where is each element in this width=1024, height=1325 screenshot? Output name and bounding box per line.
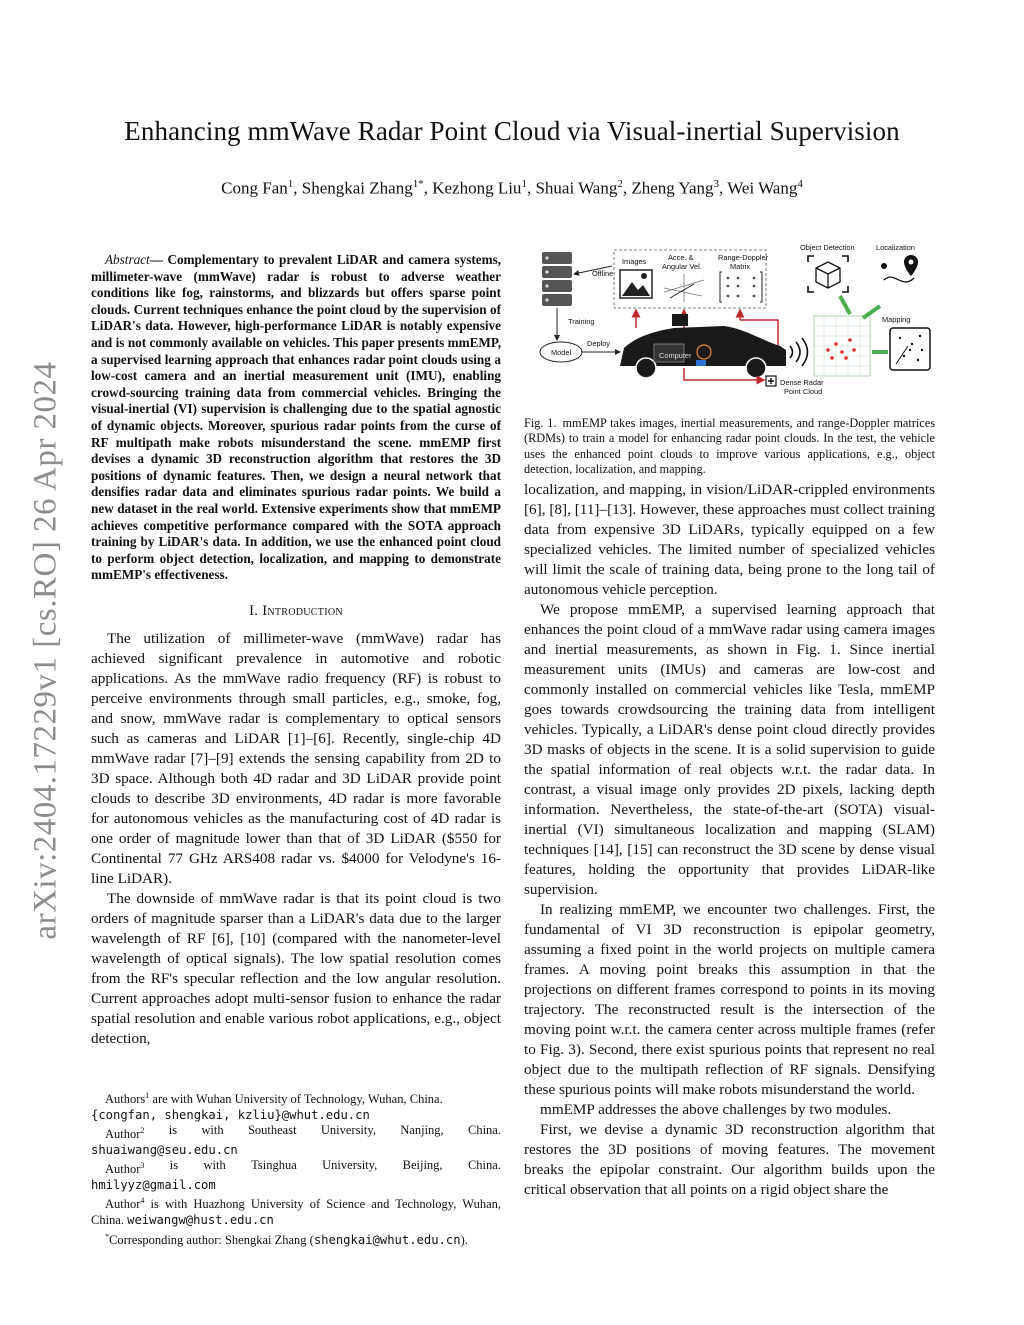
offline-label: Offline — [592, 269, 614, 278]
author-name: Zheng Yang — [631, 178, 714, 198]
object-detection-label: Object Detection — [800, 243, 855, 252]
object-detection-icon — [808, 256, 848, 292]
footnote-email-1: {congfan, shengkai, kzliu}@whut.edu.cn — [91, 1107, 370, 1122]
paper-title: Enhancing mmWave Radar Point Cloud via Visual-inertial Supervision — [124, 116, 900, 146]
author-affiliation-mark: 4 — [797, 178, 803, 190]
footnote-affiliation-4: Author$^4$ is with Huazhong University of Science and Technology, Wuhan, China. weiwangw@hust.edu.cn — [91, 1196, 501, 1228]
localization-label: Localization — [876, 243, 916, 252]
vehicle-icon — [620, 314, 786, 378]
paragraph: mmEMP addresses the above challenges by two modules. — [540, 1101, 892, 1118]
location-pin-icon — [881, 255, 918, 282]
green-arrow-localization — [863, 306, 880, 318]
figure-caption-text: mmEMP takes images, inertial measurements, and range-Doppler matrices (RDMs) to train a model for enhancing radar point clouds. In the test, the vehicle uses the enhanced point clouds to improve various applications, e.g., object detection, localization, and mapping. — [524, 416, 935, 477]
footnote-corresponding: *Corresponding author: Shengkai Zhang (shengkai@whut.edu.cn). — [105, 1231, 468, 1247]
figure-1-caption — [524, 416, 935, 478]
author-name: Wei Wang — [727, 178, 798, 198]
author-affiliation-mark: 1 — [287, 178, 294, 190]
right-column — [524, 480, 935, 1200]
footnote-affiliation-1: Authors$^1$ are with Wuhan University of Technology, Wuhan, China. — [105, 1091, 443, 1107]
author-name: Cong Fan — [221, 178, 288, 198]
paragraph: First, we devise a dynamic 3D reconstruction algorithm that restores the 3D positions of moving features. The movement breaks the epipolar constraint. Our algorithm builds upon the critical observation that all points on a rigid object share the — [524, 1121, 935, 1198]
mapping-label: Mapping — [882, 315, 911, 324]
author-footnotes — [91, 1088, 501, 1248]
footnote-affiliation-2: Author$^2$ is with Southeast University, Nanjing, China. — [105, 1123, 501, 1142]
figure-label: Fig. 1. — [524, 416, 557, 430]
image-icon — [620, 270, 652, 298]
images-label: Images — [622, 257, 647, 266]
author-affiliation-mark: 2 — [617, 178, 623, 190]
author-name: Kezhong Liu — [432, 178, 522, 198]
author-affiliation-mark: 1 — [521, 178, 527, 190]
footnote-email-3: hmilyyz@gmail.com — [91, 1177, 216, 1192]
training-label: Training — [568, 317, 595, 326]
matrix-label: Matrix — [730, 262, 751, 271]
author-name: Shuai Wang — [535, 178, 618, 198]
acce-label: Acce. & — [668, 253, 694, 262]
server-icon — [542, 252, 572, 306]
radar-waves-icon — [790, 338, 808, 366]
green-arrow-detection — [840, 296, 850, 314]
paragraph: The utilization of millimeter-wave (mmWave) radar has achieved significant prevalence in automotive and robotic applications. As the mmWave radio frequency (RF) is robust to perceive environments through small particles, e.g., smoke, fog, and snow, mmWave radar is complementary to optical sensors such as cameras and LiDAR [1]–[6]. Recently, single-chip 4D mmWave radar [7]–[9] extends the sensing capability from 2D to 3D space. Although both 4D radar and 3D LiDAR provide point clouds to describe 3D environments, 4D radar is more favorable for autonomous vehicles as the manufacturing cost of 4D radar is one order of magnitude lower than that of 3D LiDAR ($550 for Continental 77 GHz ARS408 radar vs. $4000 for Velodyne's 16-line LiDAR). — [91, 629, 501, 887]
author-affiliation-mark: 1* — [412, 178, 424, 190]
point-cloud-label: Point Cloud — [784, 387, 823, 396]
map-icon — [890, 328, 930, 370]
abstract-label: Abstract — [105, 252, 150, 267]
paragraph: localization, and mapping, in vision/LiDAR-crippled environments [6], [8], [11]–[13]. However, these approaches must collect training data from expensive 3D LiDARs, typically equipped on a few specialized vehicles. The limited number of specialized vehicles will limit the scale of training data, being prone to the long tail of autonomous vehicle perception. — [524, 481, 935, 598]
figure-1-diagram — [524, 240, 935, 405]
model-label: Model — [551, 348, 572, 357]
footnote-affiliation-3: Author$^3$ is with Tsinghua University, Beijing, China. — [105, 1158, 501, 1177]
abstract-text: Complementary to prevalent LiDAR and camera systems, millimeter-wave (mmWave) radar is robust to adverse weather conditions like fog, rainstorms, and blizzards but offers sparse point clouds. Current techniques enhance the point cloud by the supervision of LiDAR's data. However, high-performance LiDAR is notably expensive and is not commonly available on vehicles. This paper presents mmEMP, a supervised learning approach that enhances radar point clouds using a low-cost camera and an inertial measurement unit (IMU), enabling crowd-sourcing training data from commercial vehicles. Bringing the visual-inertial (VI) supervision is challenging due to the spatial agnostic of dynamic objects. Moreover, spurious radar points from the curse of RF multipath make robots misunderstand the scene. mmEMP first devises a dynamic 3D reconstruction algorithm that restores the 3D positions of dynamic features. Then, we design a neural network that densifies radar data and eliminates spurious radar points. We build a new dataset in the real world. Extensive experiments show that mmEMP achieves competitive performance compared with the SOTA approach training by LiDAR's data. In addition, we use the enhanced point cloud to perform object detection, localization, and mapping to demonstrate mmEMP's effectiveness. — [91, 252, 501, 583]
author-list: Cong Fan$^1$, Shengkai Zhang$^{1*}$, Kezhong Liu$^1$, Shuai Wang$^2$, Zheng Yang$^3$, Wei Wang$^4$ — [221, 178, 803, 198]
paragraph: In realizing mmEMP, we encounter two challenges. First, the fundamental of VI 3D reconstruction is epipolar geometry, assuming a fixed point in the world projects on multiple camera frames. A moving point breaks this assumption in that the projections on different frames correspond to points in its moving trajectory. The reconstructed result is the intersection of the moving point w.r.t. the camera center across multiple frames (refer to Fig. 3). Second, there exist spurious points that represent no real object due to the multipath reflection of RF signals. Densifying these spurious points will make robots misunderstand the world. — [524, 901, 935, 1098]
matrix-icon — [720, 272, 762, 302]
paragraph: The downside of mmWave radar is that its point cloud is two orders of magnitude sparser than a LiDAR's data due to the larger wavelength of RF [6], [10] (compared with the nanometer-level wavelength of optical signals). The low spatial resolution comes from the RF's specular reflection and the low angular resolution. Current approaches adopt multi-sensor fusion to enhance the radar spatial resolution and enable various robot applications, e.g., object detection, — [91, 889, 501, 1047]
angular-label: Angular Vel. — [662, 262, 702, 271]
section-heading-introduction: I. Introduction — [249, 602, 343, 619]
computer-label: Computer — [659, 351, 692, 360]
dense-radar-label: Dense Radar — [780, 378, 824, 387]
author-affiliation-mark: 3 — [713, 178, 720, 190]
imu-plot-icon — [664, 274, 704, 302]
range-doppler-label: Range-Doppler — [718, 253, 769, 262]
abstract: Abstract— Complementary to prevalent LiDAR and camera systems, millimeter-wave (mmWave) radar is robust to adverse weather conditions like fog, rainstorms, and blizzards but offers sparse point clouds. Current techniques enhance the point cloud by the supervision of LiDAR's data. However, high-performance LiDAR is notably expensive and is not commonly available on vehicles. This paper presents mmEMP, a supervised learning approach that enhances radar point clouds using a low-cost camera and an inertial measurement unit (IMU), enabling crowd-sourcing training data from commercial vehicles. Bringing the visual-inertial (VI) supervision is challenging due to the spatial agnostic of dynamic objects. Moreover, spurious radar points from the curse of RF multipath make robots misunderstand the scene. mmEMP first devises a dynamic 3D reconstruction algorithm that restores the 3D positions of dynamic features. Then, we design a neural network that densifies radar data and eliminates spurious radar points. We build a new dataset in the real world. Extensive experiments show that mmEMP achieves competitive performance compared with the SOTA approach training by LiDAR's data. In addition, we use the enhanced point cloud to perform object detection, localization, and mapping to demonstrate mmEMP's effectiveness. — [91, 252, 501, 583]
deploy-label: Deploy — [587, 339, 611, 348]
paragraph: We propose mmEMP, a supervised learning approach that enhances the point cloud of a mmWave radar using camera images and inertial measurements, as shown in Fig. 1. Since inertial measurement units (IMUs) and cameras are low-cost and commonly installed on commercial vehicles like Tesla, mmEMP goes towards crowdsourcing the training data from intelligent vehicles. Typically, a LiDAR's dense point cloud directly provides 3D masks of objects in the scene. It is a solid supervision to guide the spatial information of real objects w.r.t. the radar data. In contrast, a visual image only provides 2D pixels, lacking depth information. Nevertheless, the state-of-the-art (SOTA) visual-inertial (VI) simultaneous localization and mapping (SLAM) techniques [14], [15] can reconstruct the 3D scene by dense visual features, holding the opportunity that provides LiDAR-like supervision. — [524, 601, 935, 898]
author-name: Shengkai Zhang — [301, 178, 413, 198]
arxiv-identifier: arXiv:2404.17229v1 [cs.RO] 26 Apr 2024 — [27, 360, 64, 940]
point-cloud-icon — [814, 316, 870, 376]
left-column — [91, 252, 501, 1049]
footnote-email-2: shuaiwang@seu.edu.cn — [91, 1142, 238, 1157]
